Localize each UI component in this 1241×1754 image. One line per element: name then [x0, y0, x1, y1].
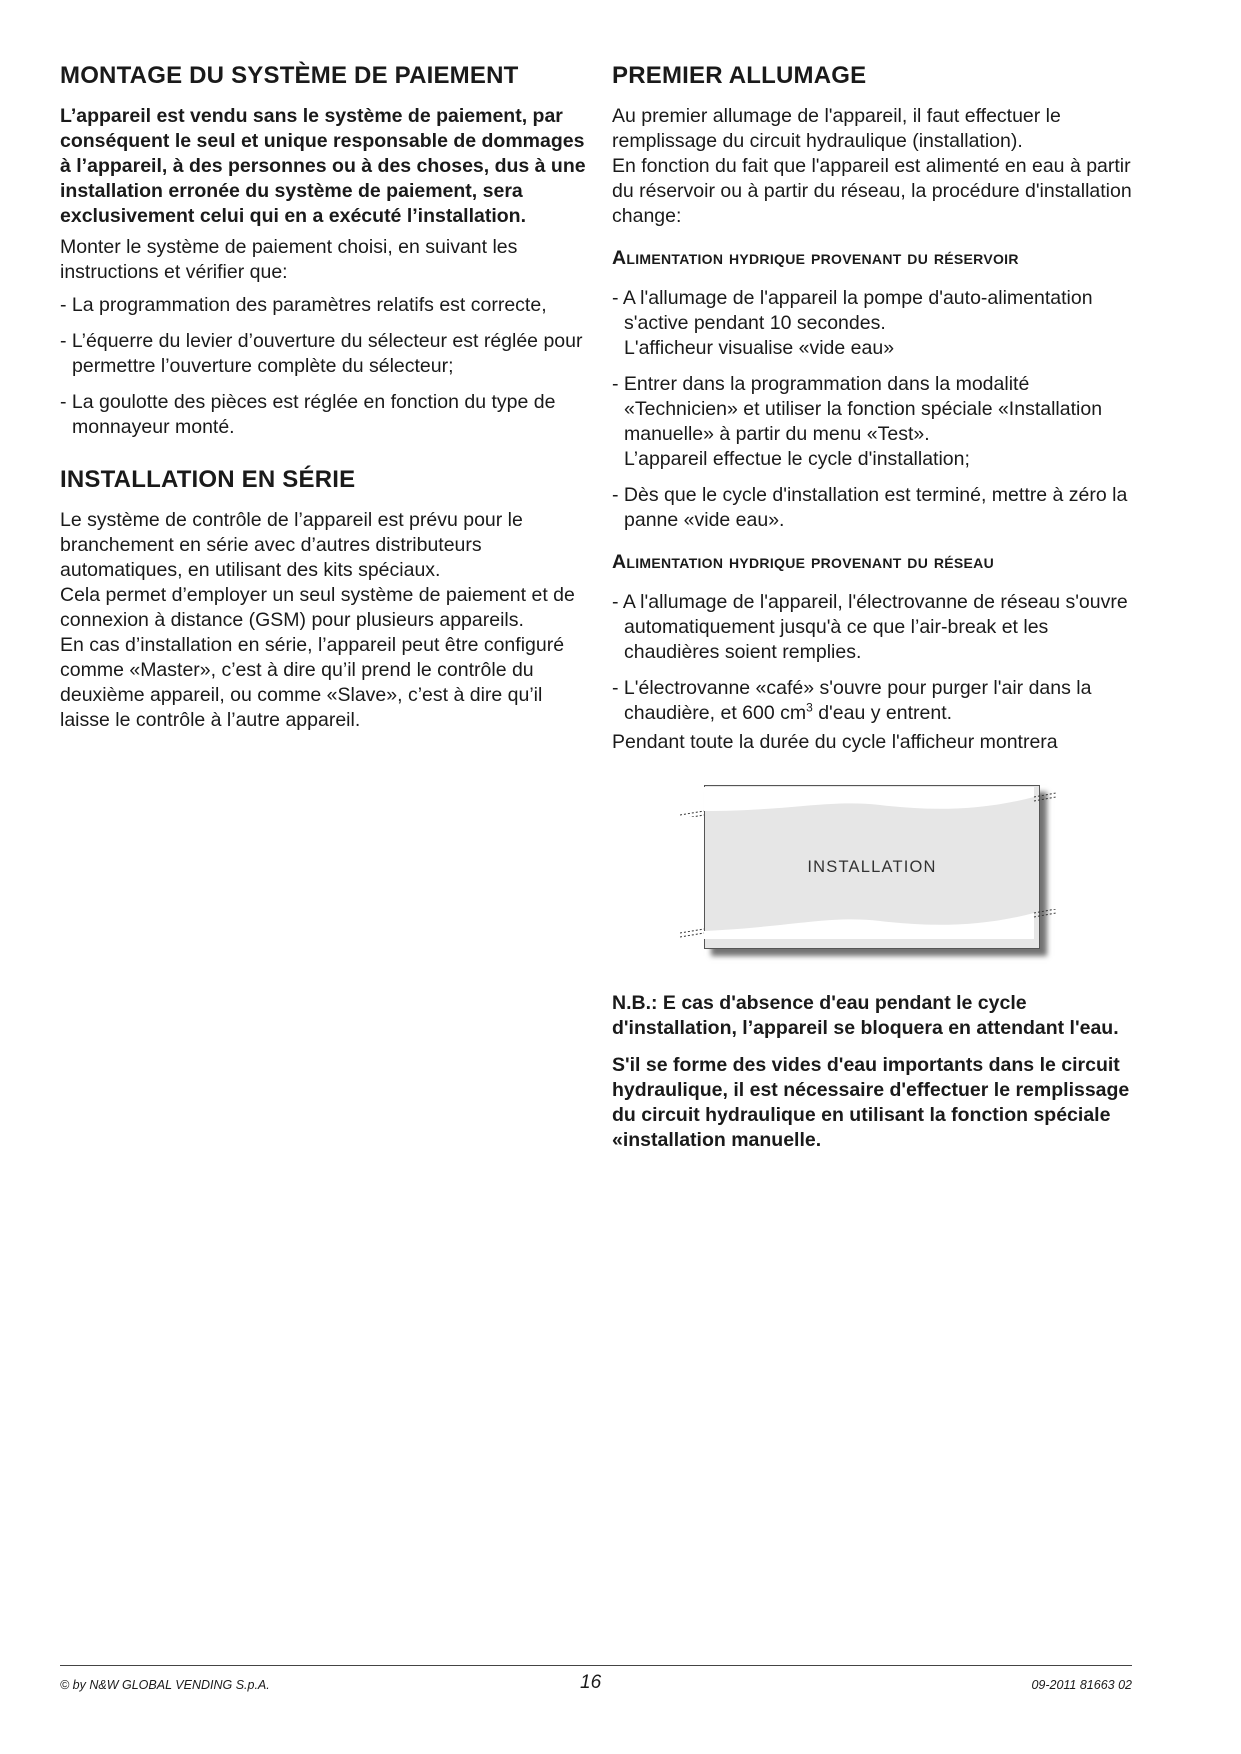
series-paragraph: En cas d’installation en série, l’appareil peut être configuré comme «Master», c’est à dire qu’il prend le contrôle du deuxième appareil, ou comme «Slave», c’est à dire qu’il laisse le contrôle à l’autre appareil.: [60, 634, 565, 731]
display-illustration: [704, 785, 1080, 951]
payment-warning: L’appareil est vendu sans le système de paiement, par conséquent le seul et unique responsable de dommages à l’appareil, à des personnes ou à des choses, dus à une installation erronée du système de paiement, sera exclusivement celui qui en a exécuté l’installation.: [60, 105, 586, 227]
list-item: - La goulotte des pièces est réglée en fonction du type de monnayeur monté.: [60, 391, 556, 438]
list-item-text: - L'électrovanne «café» s'ouvre pour purger l'air dans la chaudière, et 600 cm: [612, 677, 1092, 724]
network-steps: [612, 590, 1132, 726]
page-number: 16: [580, 1672, 602, 1693]
payment-checklist: [60, 293, 588, 440]
subsection-title-network: Alimentation hydrique provenant du réseau: [612, 551, 994, 573]
notes: [612, 991, 1132, 1153]
list-item-text: - Dès que le cycle d'installation est terminé, mettre à zéro la panne «vide eau».: [612, 484, 1128, 531]
list-item-text: L’appareil effectue le cycle d'installation;: [624, 448, 970, 470]
break-line-top-icon: [680, 787, 1080, 817]
list-item: [612, 676, 1132, 726]
display-intro: Pendant toute la durée du cycle l'afficheur montrera: [612, 731, 1058, 753]
first-start-intro: Au premier allumage de l'appareil, il faut effectuer le remplissage du circuit hydraulique (installation).: [612, 105, 1061, 152]
page-footer: [60, 1672, 1132, 1696]
footer-copyright: © by N&W GLOBAL VENDING S.p.A.: [60, 1678, 270, 1692]
payment-intro: Monter le système de paiement choisi, en suivant les instructions et vérifier que:: [60, 236, 518, 283]
first-start-intro: En fonction du fait que l'appareil est alimenté en eau à partir du réservoir ou à partir du réseau, la procédure d'installation change:: [612, 155, 1132, 227]
list-item: - L’équerre du levier d’ouverture du sélecteur est réglée pour permettre l’ouverture complète du sélecteur;: [60, 330, 583, 377]
document-code: 09-2011 81663 02: [1031, 1678, 1132, 1692]
list-item: [612, 372, 1132, 472]
list-item-text: - Entrer dans la programmation dans la modalité «Technicien» et utiliser la fonction spéciale «Installation manuelle» à partir du menu «Test».: [612, 373, 1103, 445]
series-paragraph: Le système de contrôle de l’appareil est prévu pour le branchement en série avec d’autres distributeurs automatiques, en utilisant des kits spéciaux.: [60, 509, 523, 581]
list-item-text: d'eau y entrent.: [812, 702, 953, 724]
superscript: 3: [806, 700, 813, 715]
subsection-title-tank: Alimentation hydrique provenant du réservoir: [612, 247, 1019, 269]
list-item: - A l'allumage de l'appareil, l'électrovanne de réseau s'ouvre automatiquement jusqu'à ce que l’air-break et les chaudières soient remplies.: [612, 591, 1128, 663]
display-message: INSTALLATION: [807, 857, 937, 876]
note-no-water: N.B.: E cas d'absence d'eau pendant le cycle d'installation, l’appareil se bloquera en attendant l'eau.: [612, 992, 1119, 1039]
list-item: - La programmation des paramètres relatifs est correcte,: [60, 294, 547, 316]
list-item: [612, 483, 1132, 533]
footer-divider: [60, 1665, 1132, 1666]
tank-steps: [612, 286, 1132, 533]
series-paragraph: Cela permet d’employer un seul système de paiement et de connexion à distance (GSM) pour plusieurs appareils.: [60, 584, 575, 631]
note-manual-install: S'il se forme des vides d'eau importants dans le circuit hydraulique, il est nécessaire d'effectuer le remplissage du circuit hydraulique en utilisant la fonction spéciale «installation manuelle.: [612, 1054, 1130, 1151]
section-title-series: INSTALLATION EN SÉRIE: [60, 466, 356, 493]
section-title-payment: MONTAGE DU SYSTÈME DE PAIEMENT: [60, 62, 519, 89]
break-line-bottom-icon: [680, 909, 1080, 939]
right-column: [612, 62, 1132, 1153]
list-item-text: L'afficheur visualise «vide eau»: [624, 337, 895, 359]
left-column: [60, 62, 588, 733]
list-item: [612, 286, 1132, 361]
list-item-text: - A l'allumage de l'appareil la pompe d'auto-alimentation s'active pendant 10 secondes.: [612, 287, 1093, 334]
section-title-first-start: PREMIER ALLUMAGE: [612, 62, 867, 89]
